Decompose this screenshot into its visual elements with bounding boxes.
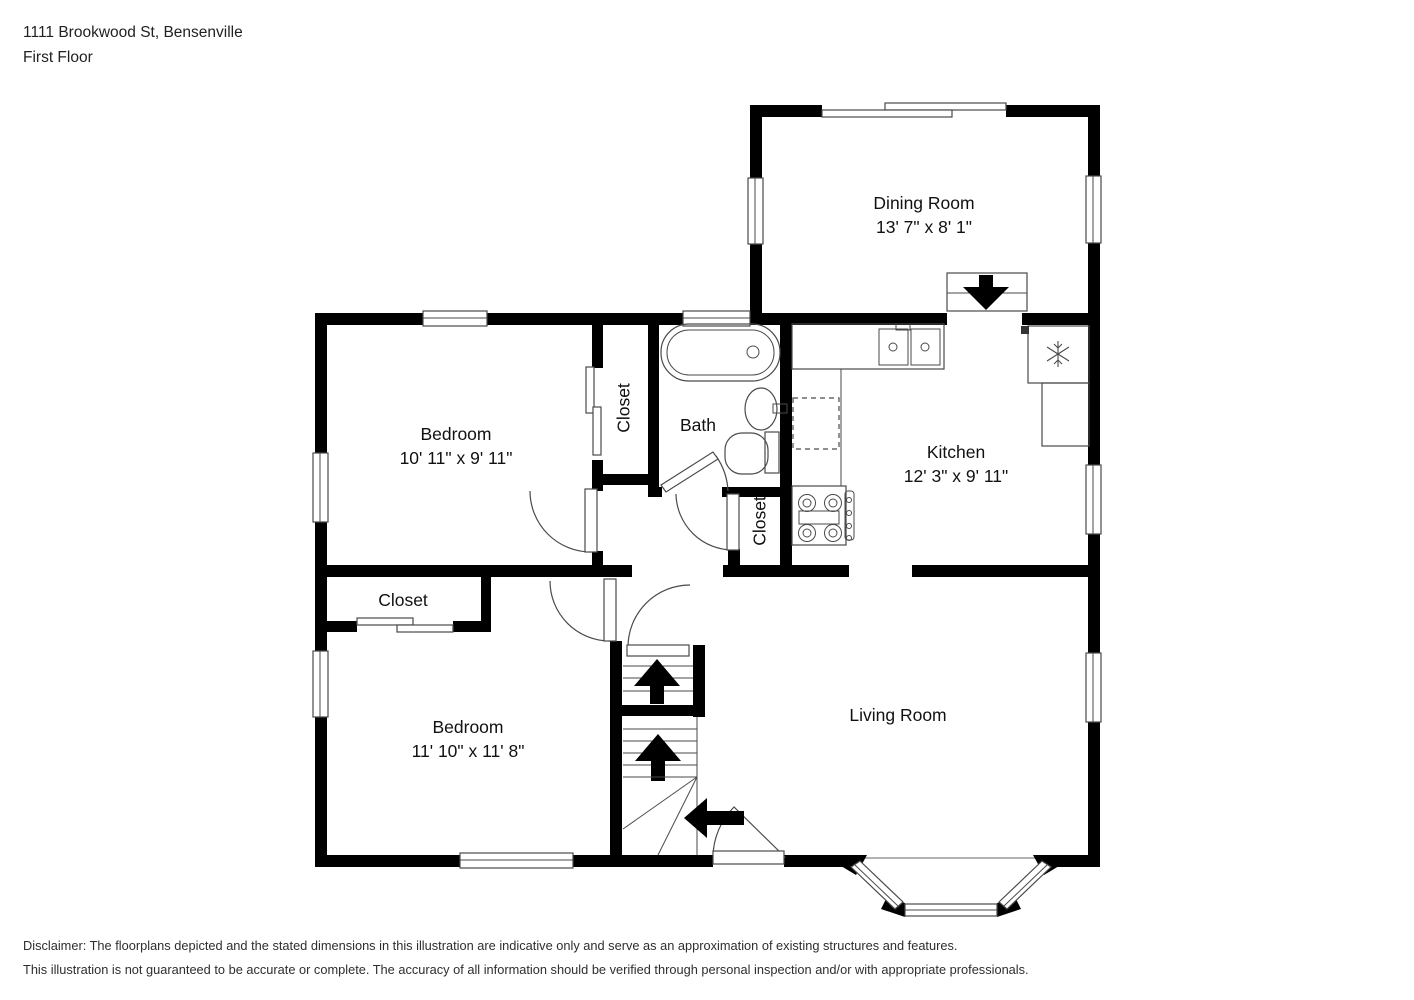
header-address: 1111 Brookwood St, Bensenville [23,24,243,41]
kitchen-fixtures [792,324,1089,545]
room-name: Living Room [849,705,947,725]
room-name: Dining Room [873,193,975,213]
kitchen-counter [1042,383,1089,446]
bay-window [841,855,1059,917]
step-down-box [947,273,1027,311]
room-label-living [849,704,946,728]
room-label-bath [680,414,716,438]
room-name: Bedroom [420,424,492,444]
stove [792,486,854,545]
room-label-closet-bedroom [378,589,428,613]
dishwasher [793,398,839,449]
room-name: Kitchen [926,442,986,462]
header-floor: First Floor [23,49,93,66]
bathtub [661,324,780,381]
disclaimer-line-1: Disclaimer: The floorplans depicted and the stated dimensions in this illustration are indicative only and serve as an approximation of existing structures and features. [23,938,958,953]
room-name: Bedroom [432,717,504,737]
kitchen-sink [792,324,944,369]
room-label-bedroom-bottom [412,716,525,763]
room-label-closet-hall: Closet [613,383,634,433]
room-name: Closet [378,590,428,610]
room-label-bedroom-top [400,423,513,470]
room-name: Bath [680,415,716,435]
room-label-dining [873,192,974,239]
room-dims: 13' 7" x 8' 1" [876,216,972,237]
room-dims: 10' 11" x 9' 11" [399,447,513,468]
toilet [725,432,779,474]
room-dims: 11' 10" x 11' 8" [411,740,525,761]
refrigerator [1021,326,1089,383]
snowflake-icon [1047,341,1069,367]
room-label-closet-kitchen: Closet [749,496,770,546]
room-label-kitchen [904,441,1008,488]
doors [530,452,785,864]
disclaimer-line-2: This illustration is not guaranteed to be accurate or complete. The accuracy of all information should be verified through personal inspection and/or with appropriate professionals. [23,962,1029,977]
room-dims: 12' 3" x 9' 11" [903,465,1009,486]
bath-fixtures [661,324,787,474]
